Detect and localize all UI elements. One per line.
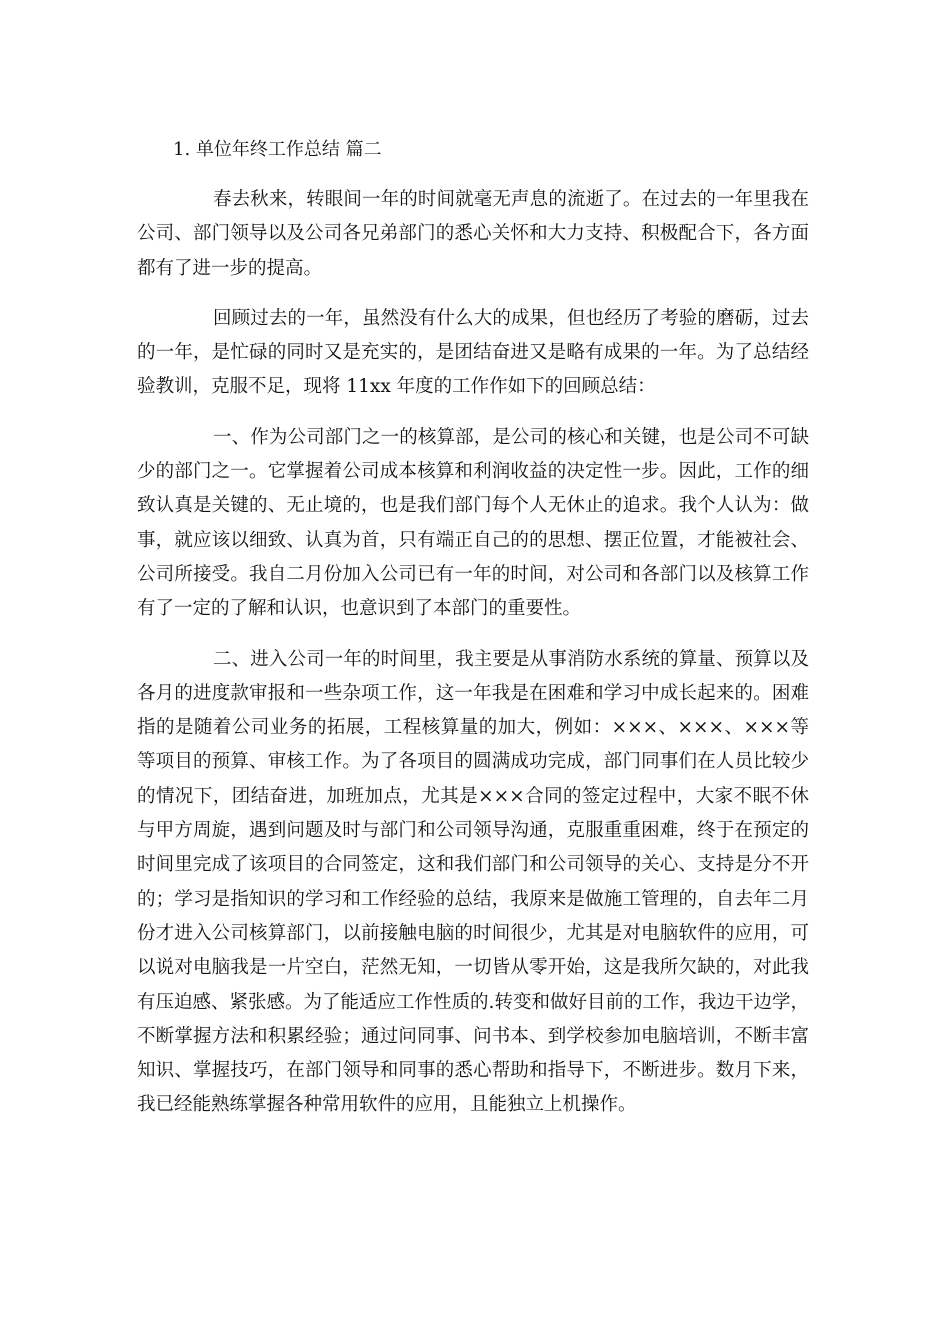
section-heading: 1. 单位年终工作总结 篇二: [173, 139, 382, 160]
paragraph-intro: 春去秋来，转眼间一年的时间就毫无声息的流逝了。在过去的一年里我在公司、部门领导以及公司各兄弟部门的悉心关怀和大力支持、积极配合下，各方面都有了进一步的提高。: [137, 189, 809, 279]
paragraph-point-two: 二、进入公司一年的时间里，我主要是从事消防水系统的算量、预算以及各月的进度款审报和一些杂项工作，这一年我是在困难和学习中成长起来的。困难指的是随着公司业务的拓展，工程核算量的加大，例如：×××、×××、×××等等项目的预算、审核工作。为了各项目的圆满成功完成，部门同事们在人员比较少的情况下，团结奋进，加班加点，尤其是×××合同的签定过程中，大家不眠不休与甲方周旋，遇到问题及时与部门和公司领导沟通，克服重重困难，终于在预定的时间里完成了该项目的合同签定，这和我们部门和公司领导的关心、支持是分不开的；学习是指知识的学习和工作经验的总结，我原来是做施工管理的，自去年二月份才进入公司核算部门，以前接触电脑的时间很少，尤其是对电脑软件的应用，可以说对电脑我是一片空白，茫然无知，一切皆从零开始，这是我所欠缺的，对此我有压迫感、紧张感。为了能适应工作性质的.转变和做好目前的工作，我边干边学，不断掌握方法和积累经验；通过问同事、问书本、到学校参加电脑培训，不断丰富知识、掌握技巧，在部门领导和同事的悉心帮助和指导下，不断进步。数月下来，我已经能熟练掌握各种常用软件的应用，且能独立上机操作。: [137, 648, 809, 1116]
paragraph-point-one: 一、作为公司部门之一的核算部，是公司的核心和关键，也是公司不可缺少的部门之一。它掌握着公司成本核算和利润收益的决定性一步。因此，工作的细致认真是关键的、无止境的，也是我们部门每个人无休止的追求。我个人认为：做事，就应该以细致、认真为首，只有端正自己的的思想、摆正位置，才能被社会、公司所接受。我自二月份加入公司已有一年的时间，对公司和各部门以及核算工作有了一定的了解和认识，也意识到了本部门的重要性。: [137, 426, 809, 620]
paragraph-review: 回顾过去的一年，虽然没有什么大的成果，但也经历了考验的磨砺，过去的一年，是忙碌的同时又是充实的，是团结奋进又是略有成果的一年。为了总结经验教训，克服不足，现将 11xx 年度的工作作如下的回顾总结：: [137, 307, 809, 398]
document-body: [137, 133, 809, 1123]
